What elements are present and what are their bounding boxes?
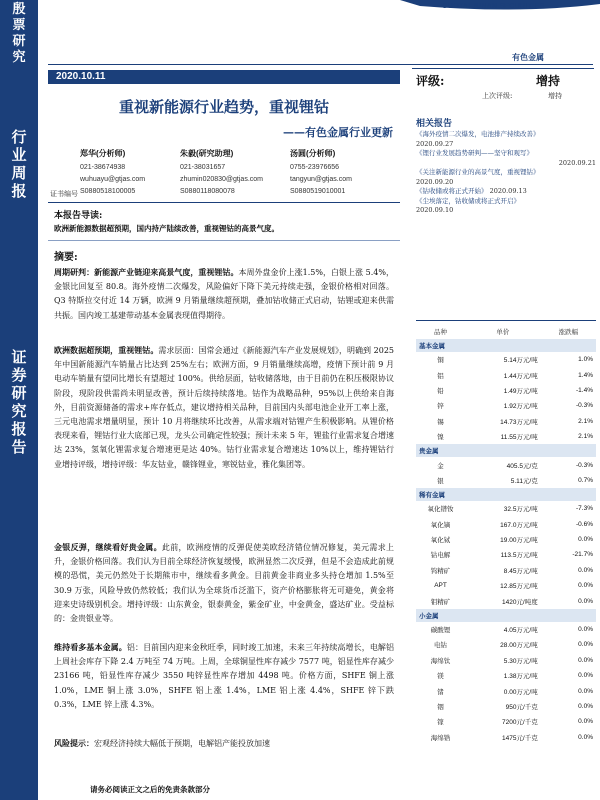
price-table-cell: 0.0% — [578, 672, 593, 680]
price-table-cell: 金 — [437, 462, 444, 470]
cert-label: 证书编号 — [50, 191, 78, 198]
price-table-cell: 1.38万元/吨 — [503, 673, 538, 681]
related-report-link[interactable]: 《钴收储或将正式开始》 2020.09.13 — [416, 187, 527, 195]
price-table-cell: 氧化镝 — [430, 521, 451, 529]
price-table-cell: 氧化镨钕 — [427, 506, 454, 514]
price-table-row — [416, 699, 596, 714]
price-table-row — [416, 683, 596, 698]
price-table-cell: 0.0% — [578, 733, 593, 741]
price-table-cell: 镍 — [437, 434, 444, 442]
price-table-cell: -21.7% — [572, 551, 593, 559]
price-table-cell: 1.92万元/吨 — [503, 403, 538, 411]
price-table-cell: 0.0% — [578, 626, 593, 634]
price-table-cell: -0.6% — [576, 520, 593, 528]
price-table-cell: 1.4% — [578, 371, 593, 379]
price-table — [416, 324, 596, 745]
price-table-row — [416, 622, 596, 637]
report-category: 有色金属 — [512, 53, 544, 62]
price-table-cell: 1475元/千克 — [501, 734, 538, 742]
price-table-cell: 钴电解 — [430, 552, 451, 560]
summary-heading: 摘要: — [54, 252, 78, 263]
analyst-block — [50, 148, 402, 200]
price-table-cell: -1.4% — [576, 386, 593, 394]
related-report-link[interactable]: 《关注新能源行业的高景气度，重视锂钴》 — [416, 168, 540, 176]
related-reports-list — [416, 130, 596, 216]
price-table-row — [416, 398, 596, 413]
related-report-link[interactable]: 《锂行业发展趋势研判——坚守和观写》 — [416, 149, 533, 157]
price-table-cell: 28.00万元/吨 — [500, 642, 538, 650]
left-sidebar — [0, 0, 38, 800]
price-table-cell: 2.1% — [578, 417, 593, 425]
price-table-cell: 5.30万元/吨 — [503, 657, 538, 665]
price-table-cell: 锗 — [437, 688, 444, 696]
price-table-row — [416, 563, 596, 578]
sidebar-bottom-label: 证 券 研 究 报 告 — [11, 348, 27, 456]
related-reports-title: 相关报告 — [416, 119, 453, 129]
price-table-cell: -0.3% — [576, 461, 593, 469]
price-table-row — [416, 532, 596, 547]
price-table-row — [416, 547, 596, 562]
price-table-cell: 12.85万元/吨 — [500, 583, 538, 591]
company-logo — [400, 0, 600, 16]
summary-paragraph-3: 金银反弹，继续看好贵金属。此前，欧洲疫情的反弹促使美欧经济错位情况修复，美元需求上升，金银价格回落。我们认为目前全球经济恢复缓慢，欧洲显然二次反弹，但是不会造成此前规模的恐慌，美元仍然处于长期熊市中，继续看多黄金。目前黄金非商业多头持仓增加 1.5%至 30.9 万张，风险导致仍然较低；我们认为全球货币泛滥下，资产价格膨胀将无可避免，黄金将迎来史诗级别机会。增持评级：山东黄金，银泰黄金，紫金矿业，中金黄金，盛达矿业。受益标的：金贵银业等。 — [54, 542, 395, 624]
price-table-cell: 8.45万元/吨 — [503, 567, 538, 575]
sidebar-top-label: 殷 票 研 究 — [12, 2, 26, 65]
footer-disclaimer: 请务必阅读正文之后的免责条款部分 — [90, 785, 210, 794]
price-table-cell: 4.05万元/吨 — [503, 627, 538, 635]
price-table-row — [416, 517, 596, 532]
price-table-row — [416, 414, 596, 429]
price-table-row — [416, 457, 596, 472]
related-report-link[interactable]: 《尘埃落定，钴收储或将正式开启》 — [416, 196, 520, 205]
price-table-cell: 镓 — [437, 719, 444, 727]
price-table-cell: 铝 — [437, 372, 444, 380]
price-table-cell: 0.0% — [578, 597, 593, 605]
price-table-cell: APT — [434, 582, 447, 590]
price-table-cell: 0.0% — [578, 656, 593, 664]
summary-paragraph-4: 维持看多基本金属。铝：目前国内迎来金秋旺季，同时竣工加速，未来三年持续高增长，电解铝上周社会库存下降 2.4 万吨至 74 万吨。上周，全球铜显性库存减少 7577 吨，铝显性库存减少 23166 吨，铅显性库存减少 3550 吨锌显性库存增加 4498 吨。价格方面，SHFE 铜上涨 1.0%，LME 铜上涨 3.0%，SHFE 铝上涨 1.4%，LME 铝上涨 4.4%，SHFE 锌下跌 0.3%，LME 锌上涨 4.3%。 — [54, 642, 395, 709]
analyst-3: 汤圆(分析师) 0755-23976656 tangyun@gtjas.com S0880519010001 — [290, 149, 352, 195]
price-table-cell: 银 — [437, 477, 444, 485]
guide-text: 欧洲新能源数据超预期，国内持产陆续改善，重视锂钴的高景气度。 — [54, 224, 279, 233]
analyst-divider — [48, 202, 400, 203]
price-table-cell: 海绵钛 — [430, 657, 451, 665]
price-table-cell: 113.5万元/吨 — [500, 552, 538, 560]
price-table-cell: 1.0% — [578, 356, 593, 364]
rating-divider — [412, 68, 594, 69]
price-table-cell: 2.1% — [578, 433, 593, 441]
price-table-cell: -0.3% — [576, 402, 593, 410]
price-table-cell: 钨精矿 — [430, 567, 451, 575]
price-table-cell: 电钴 — [434, 642, 448, 650]
price-table-cell: 0.0% — [578, 687, 593, 695]
price-table-cell: 碳酸锂 — [430, 627, 451, 635]
price-table-cell: 0.0% — [578, 536, 593, 544]
logo-text: GUOTAI JUNAN SECURITIES — [442, 3, 545, 10]
price-table-cell: 405.5元/克 — [506, 462, 538, 470]
guide-heading: 本报告导读: — [54, 211, 103, 221]
sidebar-middle-label: 行 业 周 报 — [11, 128, 27, 200]
price-table-row — [416, 668, 596, 683]
summary-paragraph-2: 欧洲数据超预期，重视锂钴。需求层面：国常会通过《新能源汽车产业发展规划》，明确到 2025 年中国新能源汽车销量占比达到 25%左右；欧洲方面，9 月销量继续高增，疫情下预计前 9 月电动车销量有望同比增长有望超过 100%。供给层面，钴收储落地，由于目前仍在积压极限协议阶段，现阶段供需尚未明显改善，预计后续持续落地。钴作为战略品种，95%以上供给来自海外，目前资源储备的需求+库存低点，建议增持相关品种，目前国内头部电池企业开工率上涨，三元电池需求增量明显，预计 10 月将继续环比改善，从需求端对钴锂产生积极影响。从锂价格表现来看，锂钴行业大底部已现，龙头公司确定性较强；预计未来 5 年，锂盐行业需求复合增速达 23%，氢氧化锂需求复合增速更是达 40%。钴行业需求复合增速达 10%以上，维持锂钴行业增持评级，增持评级：华友钴业，赣锋锂业，寒锐钴业，雅化集团等。 — [54, 345, 395, 469]
price-table-cell: 铟 — [437, 704, 444, 711]
price-table-row — [416, 383, 596, 398]
price-table-cell: 32.5万元/吨 — [503, 506, 538, 514]
price-table-cell: 1420元/吨度 — [501, 598, 538, 606]
price-table-cell: 铜 — [437, 357, 444, 365]
price-table-row — [416, 473, 596, 488]
price-table-cell: 5.11元/克 — [510, 477, 538, 485]
price-table-cell: 铅 — [437, 387, 444, 395]
report-subtitle: ——有色金属行业更新 — [283, 126, 393, 139]
related-report-date: 2020.09.10 — [416, 206, 454, 214]
price-table-row — [416, 501, 596, 516]
related-report-date: 2020.09.27 — [416, 139, 454, 148]
price-table-cell: 5.14万元/吨 — [503, 357, 538, 365]
related-report-date: 2020.09.20 — [416, 177, 454, 186]
price-table-category: 贵金属 — [416, 444, 596, 457]
price-table-divider — [416, 320, 596, 321]
price-table-category: 稀有金属 — [416, 488, 596, 501]
price-table-cell: 0.00万元/吨 — [503, 688, 538, 696]
rating-value: 增持 — [536, 74, 561, 88]
price-table-cell: 950元/千克 — [505, 704, 538, 711]
price-table-cell: 167.0万元/吨 — [500, 521, 538, 529]
price-table-cell: -7.3% — [576, 505, 593, 513]
rating-label: 评级: — [416, 74, 445, 88]
price-table-cell: 0.7% — [578, 476, 593, 484]
risk-warning: 风险提示：宏观经济持续大幅低于预期，电解铝产能投放加速 — [54, 738, 270, 748]
price-table-cell: 0.0% — [578, 703, 593, 710]
related-report-link[interactable]: 《海外疫情二次爆发，电池排产持续改善》 — [416, 130, 540, 138]
price-table-cell: 0.0% — [578, 641, 593, 649]
price-table-cell: 19.00万元/吨 — [500, 537, 538, 545]
price-table-cell: 11.55万元/吨 — [500, 434, 538, 442]
price-table-cell: 1.44万元/吨 — [503, 372, 538, 380]
price-table-cell: 钼精矿 — [430, 598, 451, 606]
analyst-1: 郑华(分析师) 021-38674938 wuhuayu@gtjas.com S0880518100005 — [80, 149, 146, 195]
price-table-cell: 海绵锆 — [430, 734, 451, 742]
price-table-row — [416, 352, 596, 367]
report-date: 2020.10.11 — [48, 70, 400, 84]
price-table-row — [416, 637, 596, 652]
price-table-row — [416, 714, 596, 729]
price-table-cell: 14.73万元/吨 — [500, 418, 538, 426]
price-table-row — [416, 653, 596, 668]
report-title: 重视新能源行业趋势，重视锂钴 — [118, 98, 329, 116]
header-divider — [48, 64, 593, 65]
price-table-cell: 锡 — [437, 418, 444, 426]
related-report-date: 2020.09.21 — [558, 158, 596, 167]
summary-paragraph-1: 周期研判：新能源产业链迎来高景气度，重视锂钴。本周外盘金价上涨1.5%，白银上涨 5.4%，金银比回复至 80.8。海外疫情二次爆发，风险偏好下降下美元持续走强，金银价格相对回落。Q3 特斯拉交付近 14 万辆，欧洲 9 月销量继续超预期，叠加钴收储正式启动，钴锂或迎来供需共振。国内竣工基建带动基本金属表现值得期待。 — [54, 267, 394, 320]
price-table-category: 基本金属 — [416, 339, 596, 352]
price-table-row — [416, 730, 596, 745]
price-table-row — [416, 367, 596, 382]
price-table-cell: 0.0% — [578, 566, 593, 574]
price-table-cell: 氧化铽 — [430, 537, 451, 545]
price-table-cell: 0.0% — [578, 582, 593, 590]
price-table-cell: 7200元/千克 — [501, 719, 538, 727]
price-table-cell: 锌 — [437, 403, 444, 411]
price-table-row — [416, 429, 596, 444]
previous-rating-value: 增持 — [548, 92, 562, 100]
price-table-cell: 镁 — [437, 673, 444, 681]
price-table-header: 品种 单价 涨跌幅 — [434, 329, 579, 336]
price-table-row — [416, 578, 596, 593]
analyst-2: 朱毅(研究助理) 021-38031657 zhumin020830@gtjas.com S0880118080078 — [180, 149, 263, 195]
price-table-row — [416, 593, 596, 608]
price-table-cell: 1.49万元/吨 — [503, 387, 538, 395]
guide-divider — [48, 240, 400, 241]
price-table-cell: 0.0% — [578, 718, 593, 726]
price-table-category: 小金属 — [416, 609, 596, 622]
previous-rating-label: 上次评级: — [482, 92, 513, 100]
